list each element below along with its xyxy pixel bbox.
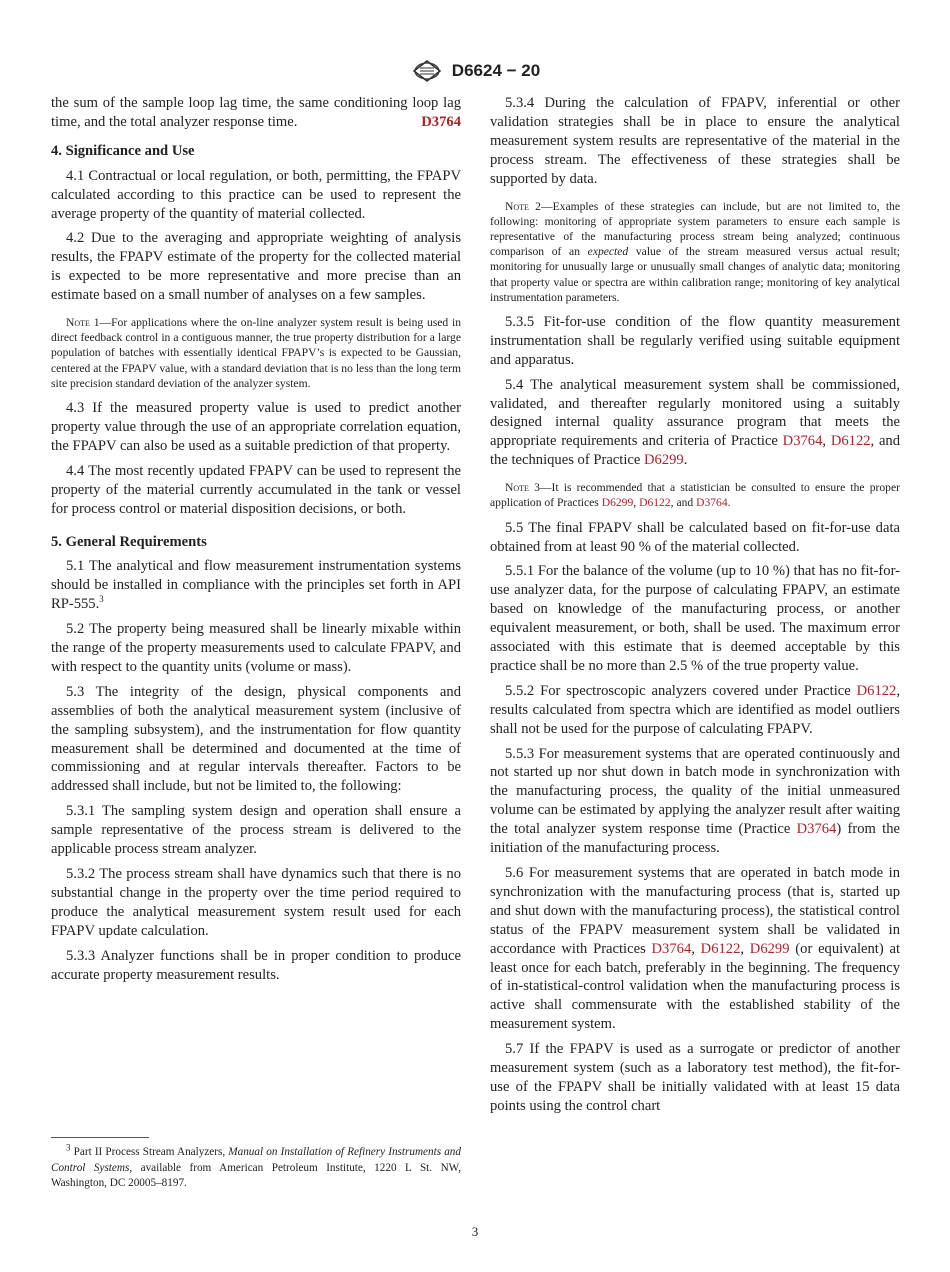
reference-link-d3764[interactable]: D3764	[651, 940, 692, 957]
paragraph-text: 5.5.2 For spectroscopic analyzers covered under Practice	[505, 682, 857, 699]
standard-designation: D6624 − 20	[451, 61, 541, 80]
paragraph-5-4	[490, 376, 900, 471]
footnote-marker[interactable]: 3	[99, 594, 104, 605]
page-header	[0, 58, 950, 84]
paragraph-5-5-2	[490, 682, 900, 739]
note-3	[490, 480, 900, 510]
reference-link-d3764[interactable]: D3764	[696, 496, 728, 510]
reference-link-d3764[interactable]: D3764	[796, 821, 837, 838]
left-column	[51, 94, 461, 990]
note-1	[51, 315, 461, 391]
separator: , and	[670, 496, 697, 510]
note-emphasis: expected	[587, 245, 629, 259]
paragraph-5-3: 5.3 The integrity of the design, physical components and assemblies of both the analytical measurement system (inclusive of the sampling subsystem), and the instrumentation for flow quantity measurement shall be determined and documented at the time of commissioning and at regular intervals thereafter. Factors to be addressed shall include, but not be limited to, the following:	[51, 683, 461, 795]
paragraph-5-1	[51, 557, 461, 614]
reference-link-d6122[interactable]: D6122	[700, 940, 741, 957]
paragraph-text: 5.1 The analytical and flow measurement instrumentation systems should be installed in compliance with the principles set forth in API RP-555.	[51, 558, 461, 613]
separator: .	[727, 496, 731, 510]
footnote-title: Manual on Installation of Refinery Instruments and Control Systems	[51, 1146, 461, 1174]
paragraph-5-3-1: 5.3.1 The sampling system design and operation shall ensure a sample representative of the process stream is delivered to the applicable process stream analyzer.	[51, 803, 461, 858]
footnote-divider	[51, 1137, 149, 1138]
separator: ,	[633, 496, 640, 510]
separator: ,	[822, 433, 831, 450]
reference-link-d3764[interactable]: D3764	[782, 433, 823, 450]
note-text: value of the stream measured versus actual result; monitoring for unusually large or unusually small changes of analytic data; monitoring that property value or spectra are within calibration range; monitoring of key analytical instrumentation parameters.	[490, 245, 900, 304]
paragraph-5-3-2: 5.3.2 The process stream shall have dynamics such that there is no substantial change in the property over the time period required to produce the analytical measurement system result used for each FPAPV update calculation.	[51, 866, 461, 939]
reference-link-d6122[interactable]: D6122	[639, 496, 671, 510]
footnote-text: , available from American Petroleum Institute, 1220 L St. NW, Washington, DC 20005–8197.	[51, 1161, 461, 1189]
reference-link-d6122[interactable]: D6122	[830, 433, 871, 450]
paragraph-4-3: 4.3 If the measured property value is used to predict another property value through the use of an appropriate correlation equation, the FPAPV can also be used as a suitable prediction of that property.	[51, 400, 461, 454]
paragraph-5-5: 5.5 The final FPAPV shall be calculated based on fit-for-use data obtained from at least 90 % of the material collected.	[490, 519, 900, 555]
paragraph-5-2: 5.2 The property being measured shall be linearly mixable within the range of the property measurements used to calculate FPAPV, and with respect to the quantity units (volume or mass).	[51, 621, 461, 675]
separator: .	[683, 452, 688, 469]
note-label: Note 1	[66, 316, 100, 330]
paragraph-text: 5.5.3 For measurement systems that are operated continuously and not started up nor shut down in batch mode in synchronization with the manufacturing process, the quality of the initial unmeasured volume can be estimated by applying the analyzer result after waiting the total analyzer system response time (Practice	[490, 745, 900, 838]
paragraph-4-1: 4.1 Contractual or local regulation, or both, permitting, the FPAPV calculated according to this practice can be used to represent the average property of the quantity of material collected.	[51, 167, 461, 222]
paragraph-text: 5.4 The analytical measurement system shall be commissioned, validated, and thereafter regularly monitored using a suitably designed internal quality assurance program that meets the appropriate requirements and criteria of Practice	[490, 376, 900, 450]
paragraph-5-5-1: 5.5.1 For the balance of the volume (up to 10 %) that has no fit-for-use analyzer data, for the purpose of calculating FPAPV, an estimate based on knowledge of the manufacturing process, or another equivalent measurement, or both, shall be used. The maximum error associated with this estimate that is deemed acceptable by this practice shall be no more than 2.5 % of the true property value.	[490, 563, 900, 674]
note-text: —Examples of these strategies can include, but are not limited to, the following: monitoring of appropriate system parameters to ensure each sample is representative of the manufacturing process stream being analyzed; continuous comparison of an	[490, 199, 900, 259]
paragraph-5-5-3	[490, 745, 900, 858]
note-label: Note 3	[505, 481, 540, 495]
paragraph-text: (or equivalent) at least once for each batch, preferably in the beginning. The frequency of in-statistical-control validation when the manufacturing process is active shall commensurate with the established stability of the measurement system.	[490, 940, 900, 1033]
right-column	[490, 94, 900, 1122]
paragraph-5-3-3: 5.3.3 Analyzer functions shall be in proper condition to produce accurate property measurement results.	[51, 947, 461, 983]
section-heading-4: 4. Significance and Use	[51, 142, 195, 159]
paragraph-text: ) from the initiation of the manufacturing process.	[490, 821, 900, 857]
paragraph-4-2: 4.2 Due to the averaging and appropriate weighting of analysis results, the FPAPV estimate of the property for the collected material is expected to be more representative and more precise than an estimate based on a small number of analyses on a few samples.	[51, 230, 461, 304]
section-heading-5: 5. General Requirements	[51, 533, 207, 550]
reference-link-d6299[interactable]: D6299	[749, 940, 790, 957]
page-number: 3	[471, 1224, 479, 1239]
footnote-3	[51, 1142, 461, 1192]
astm-logo-icon	[410, 58, 444, 84]
paragraph-text: , results calculated from spectra which are identified as model outliers shall not be used for the purpose of calculating FPAPV.	[490, 682, 900, 737]
continued-text: the sum of the sample loop lag time, the same conditioning loop lag time, and the total analyzer response time.	[51, 95, 461, 130]
paragraph-5-6	[490, 864, 900, 1034]
paragraph-text: 5.6 For measurement systems that are operated in batch mode in synchronization with the manufacturing process (that is, started up and shut down with the manufacturing process), the statistical control status of the FPAPV measurement system shall be validated in accordance with Practices	[490, 865, 900, 957]
note-text: —It is recommended that a statistician be consulted to ensure the proper application of Practices	[490, 481, 900, 510]
note-text: —For applications where the on-line analyzer system result is being used in direct feedback control in a contiguous manner, the true property distribution for a large population of batches with essentially identical FPAPV’s is expected to be Gaussian, centered at the FPAPV value, with a standard deviation that is no less than the long term site precision standard deviation of the analyzer system.	[51, 316, 461, 390]
paragraph-5-3-4: 5.3.4 During the calculation of FPAPV, inferential or other validation strategies shall be in place to ensure the analytical measurement system results are representative of the material in the process stream. The effectiveness of these strategies shall be supported by data.	[490, 95, 900, 187]
continued-paragraph	[51, 94, 461, 132]
paragraph-text: , and the techniques of Practice	[490, 433, 901, 469]
reference-link-d3764[interactable]: D3764	[421, 113, 461, 130]
paragraph-5-3-5: 5.3.5 Fit-for-use condition of the flow quantity measurement instrumentation shall be regularly verified using suitable equipment and apparatus.	[490, 313, 900, 368]
reference-link-d6299[interactable]: D6299	[643, 452, 684, 469]
separator: ,	[740, 940, 750, 957]
paragraph-5-7: 5.7 If the FPAPV is used as a surrogate or predictor of another measurement system (such as a laboratory test method), the fit-for-use of the FPAPV shall be initially validated with at least 15 data points using the control chart	[490, 1041, 900, 1114]
note-2	[490, 199, 900, 305]
footnote-number: 3	[66, 1142, 71, 1153]
paragraph-4-4: 4.4 The most recently updated FPAPV can be used to represent the property of the material currently accumulated in the tank or vessel for process control or material disposition decisions, or both.	[51, 462, 461, 517]
reference-link-d6122[interactable]: D6122	[856, 682, 897, 699]
footnote-text: Part II Process Stream Analyzers,	[73, 1146, 229, 1158]
note-label: Note 2	[505, 199, 541, 213]
reference-link-d6299[interactable]: D6299	[601, 496, 634, 510]
separator: ,	[691, 940, 701, 957]
